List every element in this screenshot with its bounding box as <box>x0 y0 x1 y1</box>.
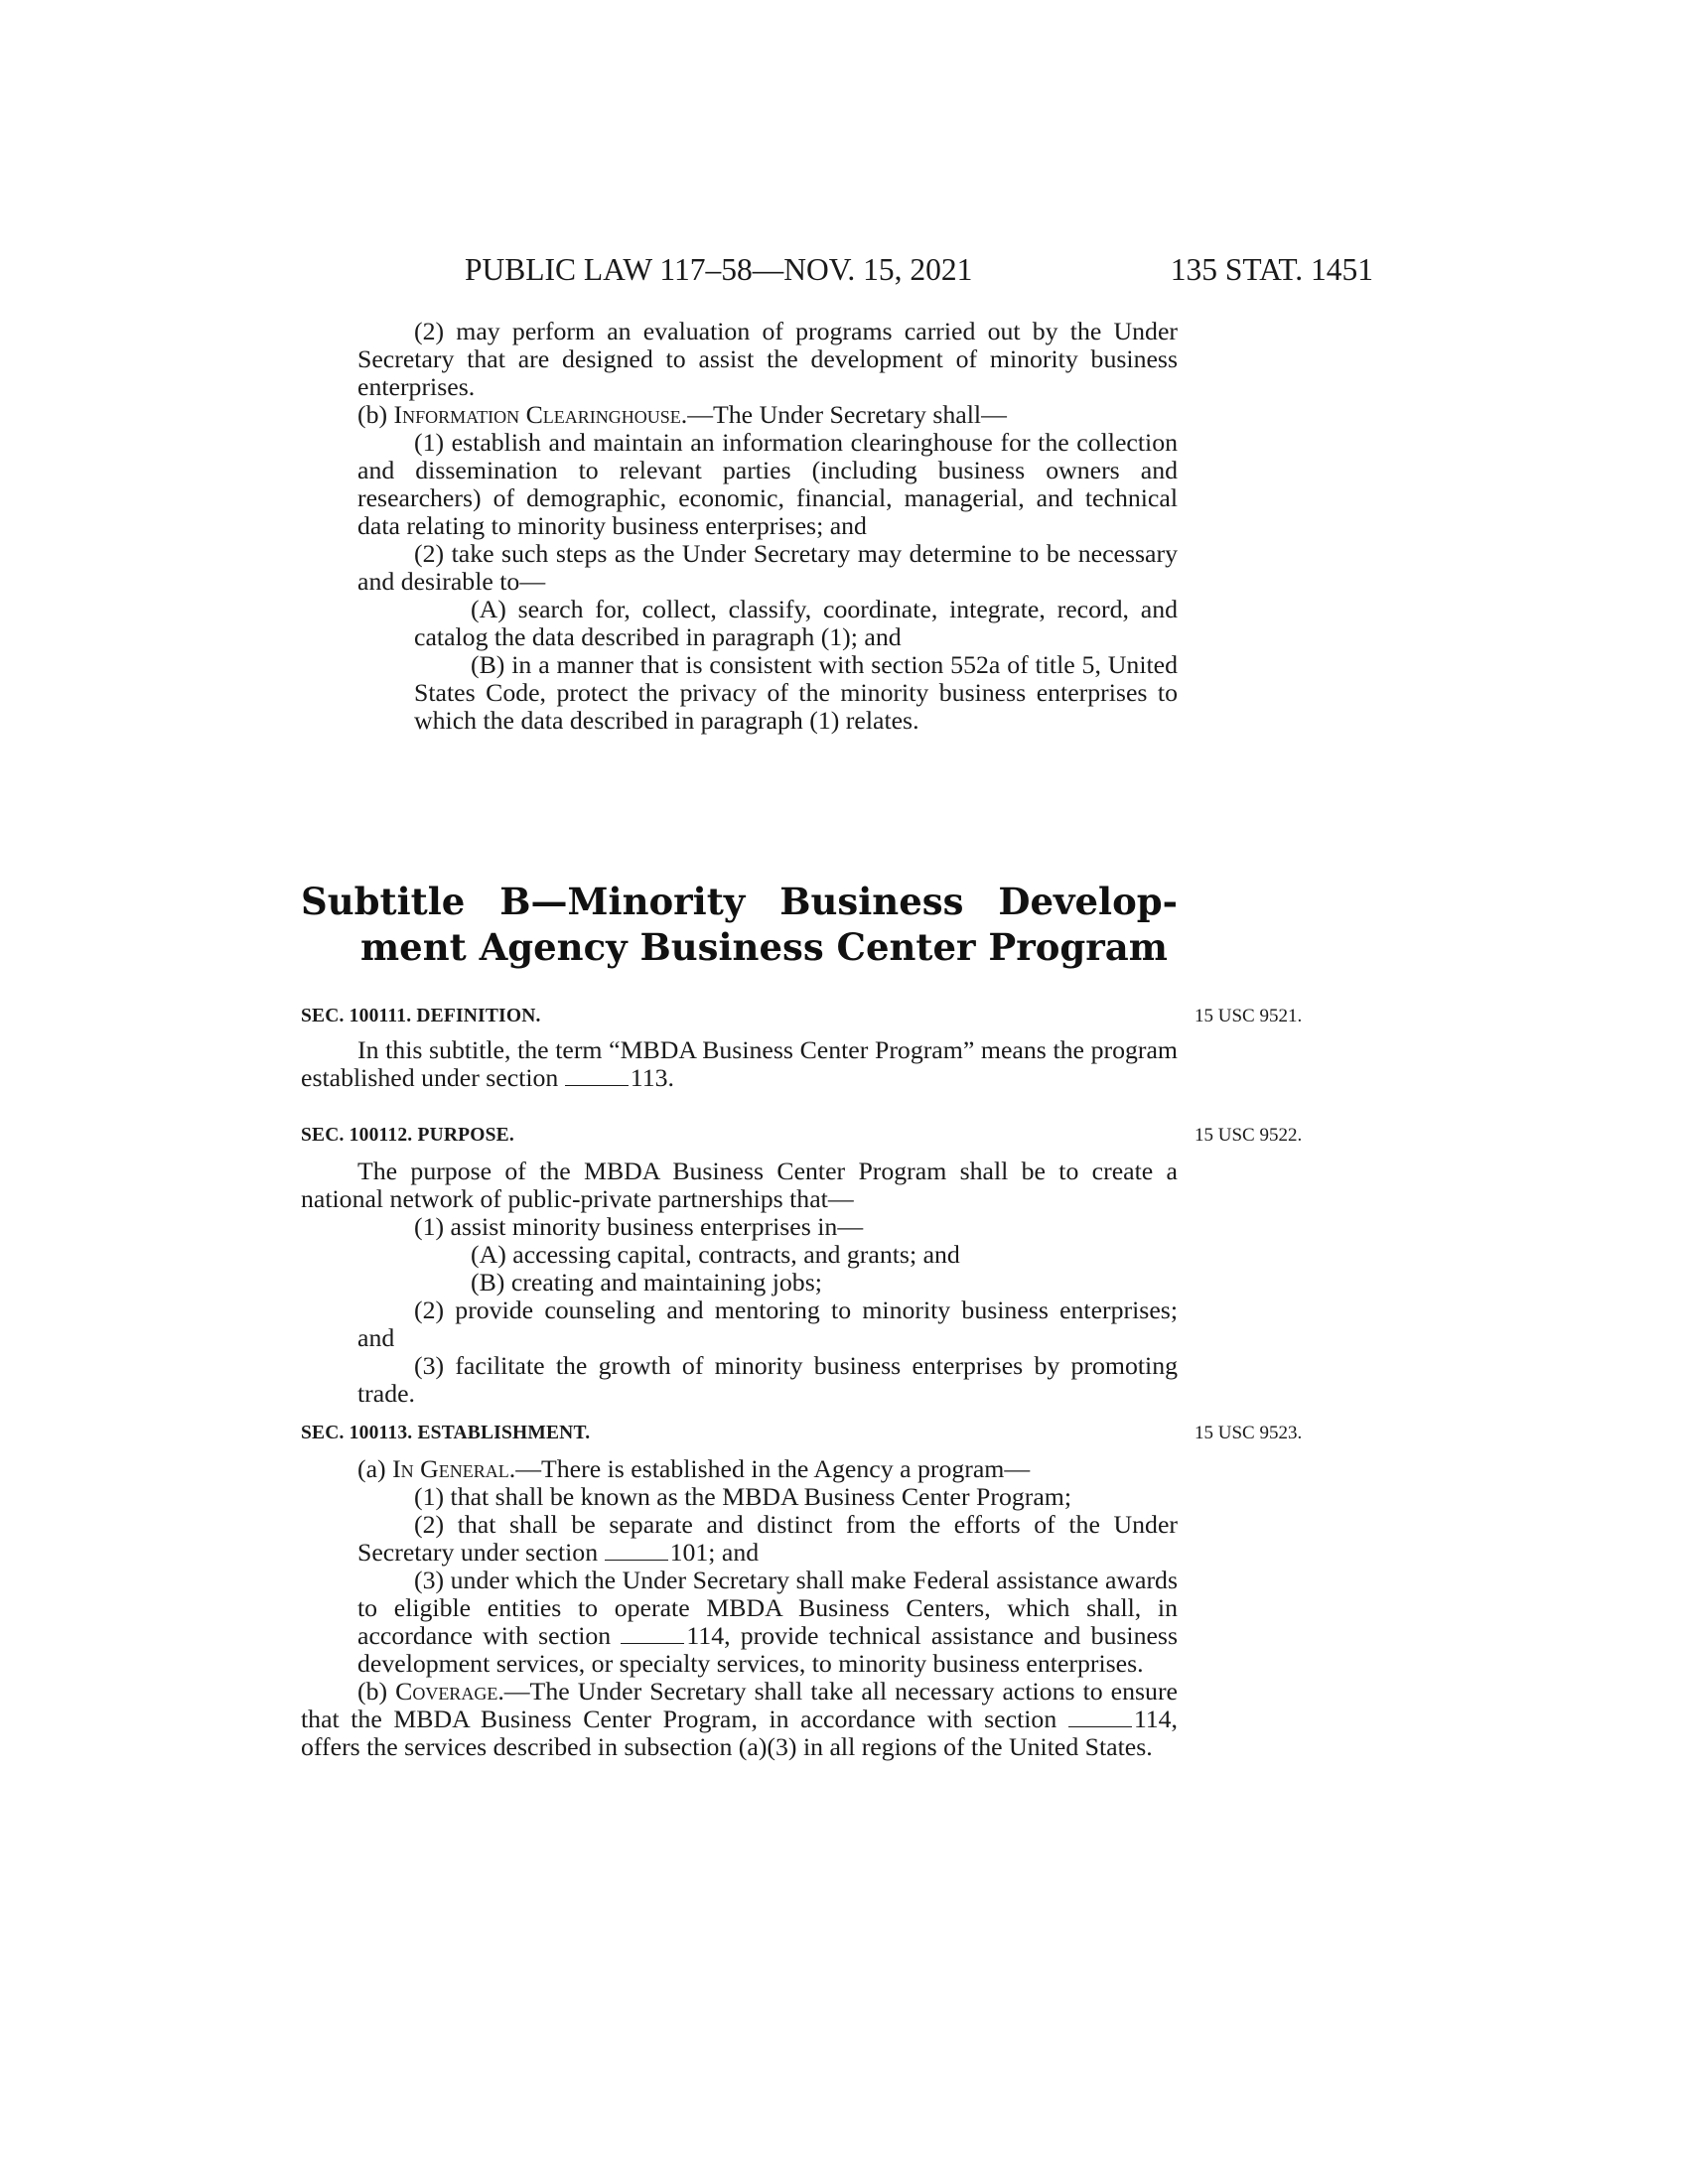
subtitle-line-2: ment Agency Business Center Program <box>360 925 1168 969</box>
subsection-b-heading: Information Clearinghouse <box>393 400 681 429</box>
purpose-paragraph-2: (2) provide counseling and mentoring to minority business enterprises; and <box>357 1296 1178 1352</box>
section-number-blank <box>605 1540 668 1561</box>
paragraph-2-section-ref: 101; and <box>669 1538 760 1567</box>
subsection-b-text: .—The Under Secretary shall— <box>680 400 1007 429</box>
subsection-b-heading: Coverage <box>395 1677 498 1706</box>
paragraph-2-text: (2) that shall be separate and distinct from the efforts of the Under Secretary under section <box>357 1510 1178 1567</box>
section-number-blank <box>565 1065 629 1086</box>
purpose-paragraph-1: (1) assist minority business enterprises in— <box>414 1212 864 1241</box>
section-100111-usc-note: 15 USC 9521. <box>1195 1006 1303 1026</box>
section-100113-usc-note: 15 USC 9523. <box>1195 1423 1303 1443</box>
section-100113-body <box>301 1455 1178 1761</box>
clearinghouse-block <box>301 318 1178 735</box>
subsection-b-label: (b) <box>357 400 394 429</box>
definition-section-ref: 113. <box>630 1063 674 1092</box>
establishment-paragraph-2 <box>301 1511 1178 1567</box>
section-100111-body <box>301 1036 1178 1092</box>
subtitle-line-1: Subtitle B—Minority Business Develop- <box>301 880 1178 923</box>
subparagraph-b2B: (B) in a manner that is consistent with section 552a of title 5, United States Code, protect the privacy of the minority business enterprises to which the data described in paragraph (1) relates. <box>414 650 1178 735</box>
establishment-subsection-b <box>301 1678 1178 1761</box>
section-100113-heading: SEC. 100113. ESTABLISHMENT. <box>301 1423 591 1443</box>
section-number-blank <box>621 1623 684 1644</box>
page-header <box>465 250 1373 290</box>
section-100112-heading: SEC. 100112. PURPOSE. <box>301 1125 514 1146</box>
subsection-b-section-ref: 114, offers the services described in subsection (a)(3) in all regions of the United States. <box>301 1705 1178 1761</box>
purpose-paragraph-3: (3) facilitate the growth of minority business enterprises by promoting trade. <box>357 1351 1178 1408</box>
section-number-blank <box>1068 1706 1132 1727</box>
purpose-subparagraph-B: (B) creating and maintaining jobs; <box>471 1268 822 1297</box>
purpose-subparagraph-A: (A) accessing capital, contracts, and grants; and <box>471 1240 960 1269</box>
establishment-subsection-a <box>301 1455 1178 1483</box>
subsection-a-label: (a) <box>357 1454 393 1483</box>
section-100111-heading: SEC. 100111. DEFINITION. <box>301 1006 541 1026</box>
section-100112-body <box>301 1158 1178 1408</box>
subsection-b-label: (b) <box>357 1677 396 1706</box>
subsection-b-text: .—The Under Secretary shall take all necessary actions to ensure that the MBDA Business Center Program, in accordance with section <box>301 1677 1178 1733</box>
paragraph-3-section-ref: 114, provide technical assistance and business development services, or specialty services, to minority business enterprises. <box>357 1621 1178 1678</box>
subsection-a-heading: In General <box>392 1454 509 1483</box>
section-100112-usc-note: 15 USC 9522. <box>1195 1125 1303 1146</box>
definition-text: In this subtitle, the term “MBDA Business Center Program” means the program established under section <box>301 1035 1178 1092</box>
paragraph-3-text: (3) under which the Under Secretary shall make Federal assistance awards to eligible entities to operate MBDA Business Centers, which shall, in accordance with section <box>357 1566 1178 1650</box>
header-title: PUBLIC LAW 117–58—NOV. 15, 2021 <box>465 252 973 287</box>
statute-page-number: 135 STAT. 1451 <box>1170 252 1373 287</box>
definition-paragraph <box>301 1036 1178 1092</box>
establishment-paragraph-1: (1) that shall be known as the MBDA Business Center Program; <box>414 1482 1072 1511</box>
establishment-paragraph-3 <box>301 1567 1178 1678</box>
subsection-b <box>301 401 1178 429</box>
paragraph-b1: (1) establish and maintain an information clearinghouse for the collection and dissemination to relevant parties (including business owners and researchers) of demographic, economic, financial, managerial, and technical data relating to minority business enterprises; and <box>357 428 1178 540</box>
subsection-a-text: .—There is established in the Agency a program— <box>508 1454 1031 1483</box>
subparagraph-b2A: (A) search for, collect, classify, coordinate, integrate, record, and catalog the data described in paragraph (1); and <box>414 595 1178 651</box>
paragraph-a2: (2) may perform an evaluation of programs carried out by the Under Secretary that are designed to assist the development of minority business enterprises. <box>357 317 1178 401</box>
subtitle-heading <box>301 879 1178 970</box>
purpose-intro: The purpose of the MBDA Business Center Program shall be to create a national network of public-private partnerships that— <box>301 1157 1178 1213</box>
paragraph-b2: (2) take such steps as the Under Secretary may determine to be necessary and desirable to— <box>357 539 1178 596</box>
